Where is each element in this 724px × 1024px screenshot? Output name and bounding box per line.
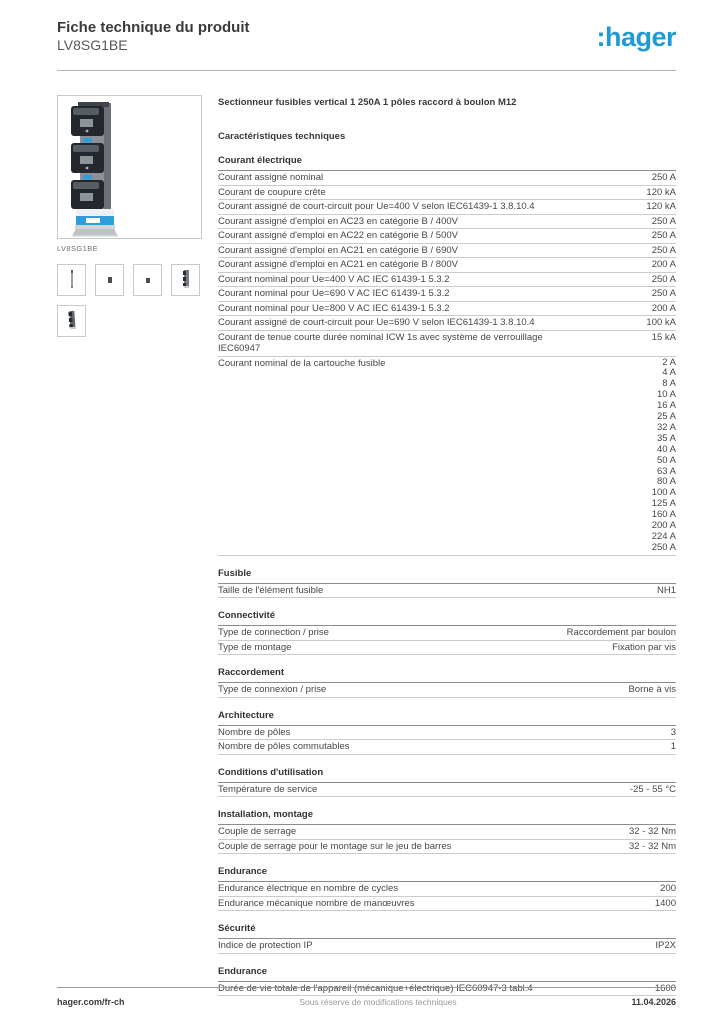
spec-label: Taille de l'élément fusible	[218, 584, 324, 596]
spec-row	[218, 186, 676, 201]
spec-value: NH1	[656, 584, 676, 596]
spec-label: Type de montage	[218, 641, 292, 653]
spec-section	[218, 923, 676, 954]
spec-row	[218, 683, 676, 698]
product-photo-caption: LV8SG1BE	[57, 244, 99, 253]
spec-section	[218, 767, 676, 798]
spec-section	[218, 568, 676, 599]
spec-value: 200 A	[651, 259, 676, 270]
spec-label: Endurance mécanique nombre de manœuvres	[218, 897, 415, 909]
spec-section-title: Endurance	[218, 866, 676, 882]
spec-label: Courant de tenue courte durée nominal ICW 1s avec système de verrouillage IEC60947	[218, 331, 543, 354]
spec-label: Type de connexion / prise	[218, 684, 327, 696]
spec-row	[218, 783, 676, 798]
product-angle-view-thumbnail	[57, 305, 86, 337]
spec-row	[218, 939, 676, 954]
spec-section	[218, 866, 676, 911]
spec-row	[218, 897, 676, 912]
fuse-switch-illustration	[58, 96, 201, 238]
spec-row	[218, 584, 676, 599]
footer-disclaimer: Sous réserve de modifications techniques	[299, 997, 457, 1007]
spec-row	[218, 316, 676, 331]
header-divider	[57, 70, 676, 71]
spec-value: Borne à vis	[628, 684, 676, 696]
spec-value: 250 A	[651, 288, 676, 299]
spec-section	[218, 809, 676, 854]
spec-value: 15 kA	[651, 331, 676, 343]
spec-value: 120 kA	[646, 201, 676, 212]
spec-row	[218, 171, 676, 186]
spec-value: 250 A	[651, 244, 676, 256]
spec-row	[218, 258, 676, 273]
spec-row	[218, 244, 676, 259]
view-thumbnails	[57, 264, 205, 337]
product-media-column	[57, 95, 205, 996]
product-photo	[57, 95, 202, 239]
spec-value: 250 A	[651, 273, 676, 285]
spec-label: Courant assigné d'emploi en AC21 en catégorie B / 800V	[218, 259, 458, 270]
spec-section-title: Connectivité	[218, 610, 676, 626]
product-front-view-thumbnail	[171, 264, 200, 296]
spec-value: 100 kA	[646, 317, 676, 328]
spec-row	[218, 302, 676, 317]
spec-row	[218, 215, 676, 230]
spec-value: Fixation par vis	[612, 641, 676, 653]
spec-value: 2 A 4 A 8 A 10 A 16 A 25 A 32 A 35 A 40 A 50 A 63 A 80 A 100 A 125 A 160 A 200 A 224 A 250 A	[651, 356, 676, 553]
footer-date: 11.04.2026	[631, 997, 676, 1007]
spec-value: 250 A	[651, 172, 676, 183]
spec-section	[218, 667, 676, 698]
spec-label: Courant assigné de court-circuit pour Ue=690 V selon IEC61439-1 3.8.10.4	[218, 317, 535, 328]
spec-label: Couple de serrage	[218, 826, 297, 838]
spec-label: Nombre de pôles commutables	[218, 741, 350, 753]
spec-value: -25 - 55 °C	[629, 783, 676, 795]
product-top-view-thumbnail	[95, 264, 124, 296]
spec-section-title: Endurance	[218, 966, 676, 982]
spec-value: 250 A	[651, 230, 676, 241]
spec-row	[218, 200, 676, 215]
spec-value: 3	[670, 726, 676, 738]
spec-label: Nombre de pôles	[218, 726, 291, 738]
page-header	[57, 19, 676, 54]
spec-label: Durée de vie totale de l'appareil (mécanique+électrique) IEC60947-3 tabl.4	[218, 982, 533, 994]
page-footer	[57, 987, 676, 1007]
spec-row	[218, 641, 676, 656]
spec-label: Courant nominal pour Ue=400 V AC IEC 61439-1 5.3.2	[218, 273, 450, 285]
spec-row	[218, 331, 676, 357]
footer-website: hager.com/fr-ch	[57, 997, 125, 1007]
spec-value: Raccordement par boulon	[566, 627, 676, 639]
product-description: Sectionneur fusibles vertical 1 250A 1 pôles raccord à boulon M12	[218, 97, 517, 108]
spec-label: Courant nominal pour Ue=800 V AC IEC 61439-1 5.3.2	[218, 302, 450, 314]
spec-content-column	[218, 95, 676, 996]
spec-section-title: Courant électrique	[218, 155, 676, 171]
spec-row	[218, 626, 676, 641]
spec-label: Courant nominal de la cartouche fusible	[218, 357, 386, 369]
spec-row	[218, 287, 676, 302]
spec-row	[218, 825, 676, 840]
main-area	[57, 95, 676, 996]
spec-value: 1600	[654, 982, 676, 994]
spec-section-title: Raccordement	[218, 667, 676, 683]
spec-row	[218, 882, 676, 897]
spec-section-title: Sécurité	[218, 923, 676, 939]
spec-value: 1400	[654, 897, 676, 909]
spec-value: 32 - 32 Nm	[629, 826, 676, 838]
title-block	[57, 19, 250, 54]
spec-section-title: Fusible	[218, 568, 676, 584]
spec-section	[218, 710, 676, 755]
spec-row	[218, 357, 676, 556]
spec-sections	[218, 155, 676, 996]
spec-row	[218, 740, 676, 755]
hager-logo: :hager	[596, 22, 676, 52]
spec-value: 200	[660, 883, 676, 895]
spec-row	[218, 840, 676, 855]
spec-label: Type de connection / prise	[218, 627, 329, 639]
characteristics-heading: Caractéristiques techniques	[218, 131, 346, 142]
spec-value: 200 A	[651, 302, 676, 314]
spec-label: Courant assigné nominal	[218, 172, 324, 183]
spec-label: Courant de coupure crête	[218, 186, 326, 198]
spec-label: Courant assigné d'emploi en AC23 en catégorie B / 400V	[218, 215, 458, 227]
spec-value: 250 A	[651, 215, 676, 227]
spec-section-title: Architecture	[218, 710, 676, 726]
product-reference: LV8SG1BE	[57, 37, 128, 53]
spec-label: Courant assigné d'emploi en AC22 en catégorie B / 500V	[218, 230, 458, 241]
page-title: Fiche technique du produit	[57, 19, 250, 36]
product-bottom-view-thumbnail	[133, 264, 162, 296]
spec-label: Couple de serrage pour le montage sur le jeu de barres	[218, 840, 452, 852]
spec-value: 1	[670, 741, 676, 753]
spec-row	[218, 726, 676, 741]
spec-section-title: Installation, montage	[218, 809, 676, 825]
spec-section-title: Conditions d'utilisation	[218, 767, 676, 783]
spec-section	[218, 610, 676, 655]
spec-label: Indice de protection IP	[218, 940, 313, 952]
spec-value: 32 - 32 Nm	[629, 840, 676, 852]
spec-row	[218, 229, 676, 244]
spec-label: Température de service	[218, 783, 318, 795]
spec-label: Courant assigné d'emploi en AC21 en catégorie B / 690V	[218, 244, 458, 256]
spec-value: 120 kA	[646, 186, 676, 198]
spec-label: Courant nominal pour Ue=690 V AC IEC 61439-1 5.3.2	[218, 288, 450, 299]
spec-row	[218, 273, 676, 288]
spec-label: Courant assigné de court-circuit pour Ue=400 V selon IEC61439-1 3.8.10.4	[218, 201, 535, 212]
spec-section	[218, 155, 676, 556]
spec-value: IP2X	[655, 940, 676, 952]
product-side-view-thumbnail	[57, 264, 86, 296]
spec-label: Endurance électrique en nombre de cycles	[218, 883, 399, 895]
